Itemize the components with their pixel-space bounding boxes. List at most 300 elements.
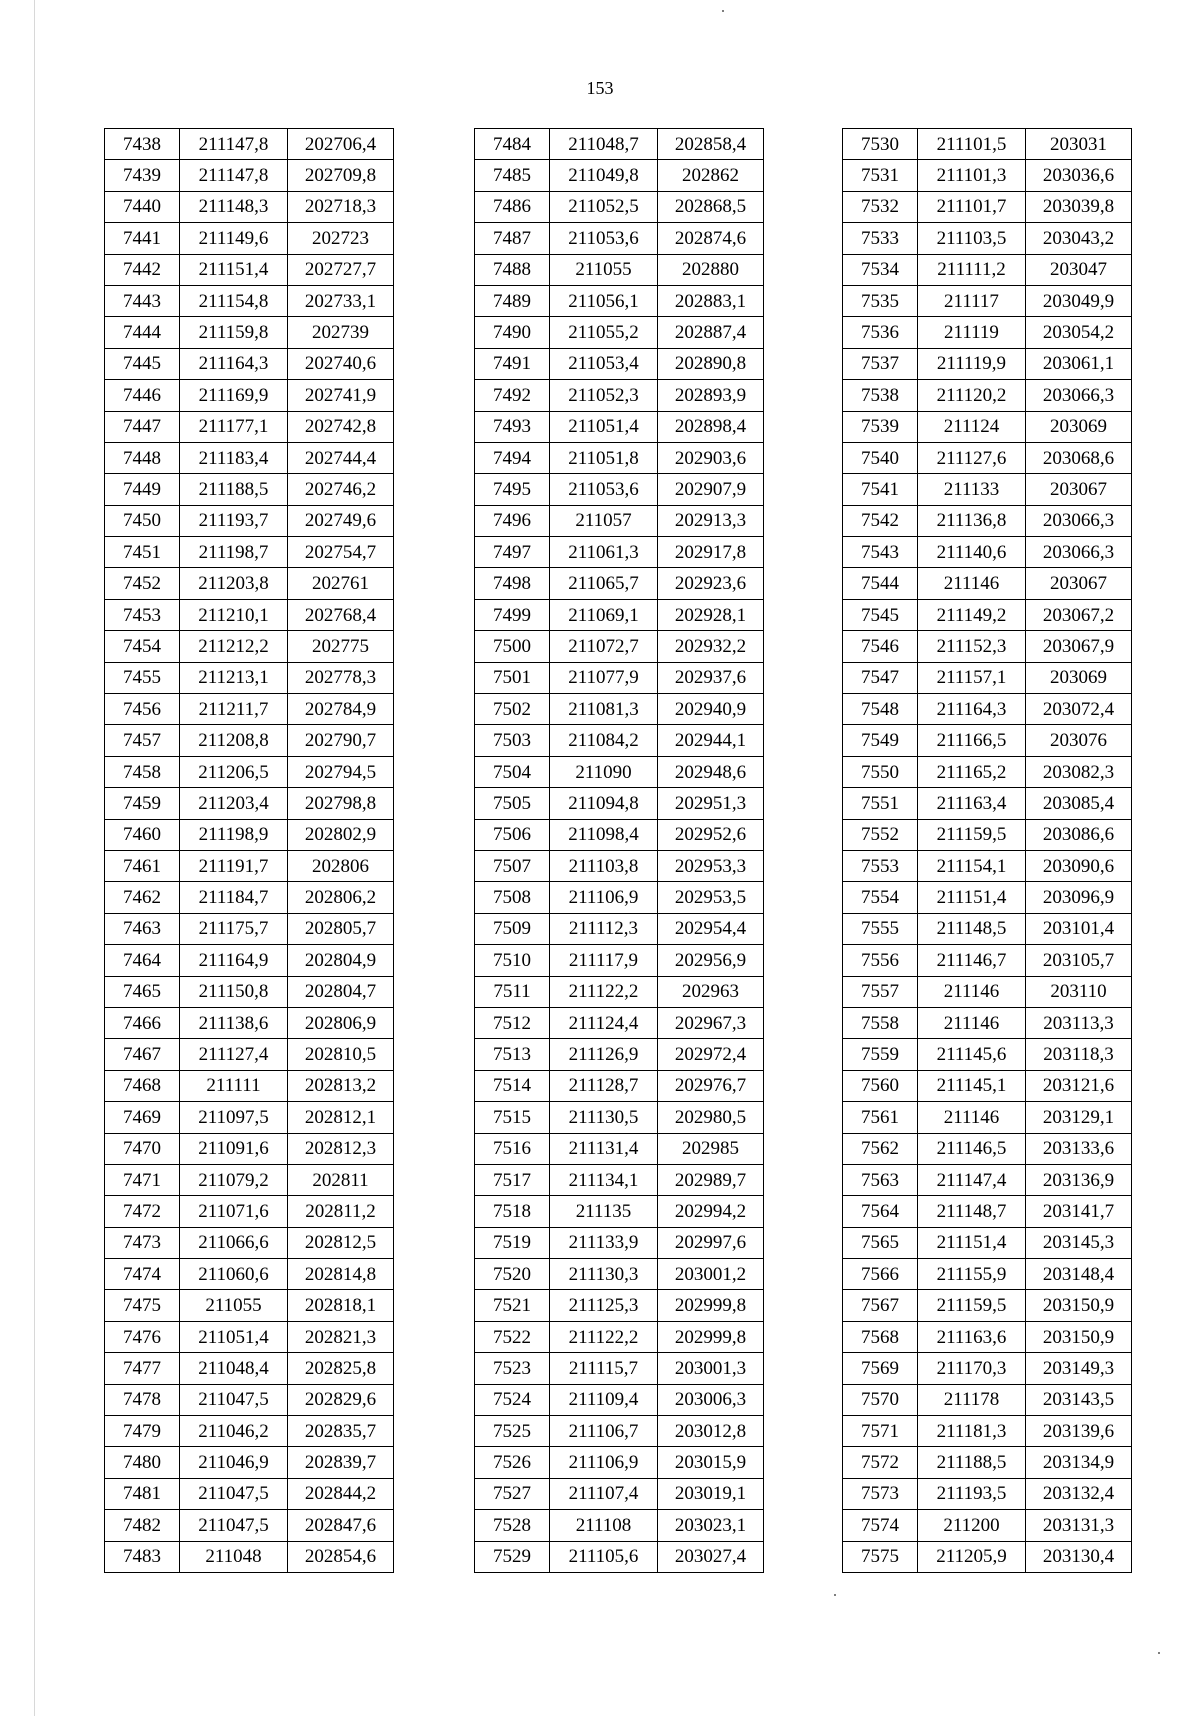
x-coordinate-cell: 211071,6 xyxy=(180,1196,288,1227)
table-row xyxy=(843,160,1132,191)
y-coordinate-cell: 203082,3 xyxy=(1026,756,1132,787)
table-row xyxy=(843,568,1132,599)
point-number-cell: 7501 xyxy=(475,662,550,693)
x-coordinate-cell: 211159,5 xyxy=(918,1290,1026,1321)
table-row xyxy=(475,505,764,536)
x-coordinate-cell: 211135 xyxy=(550,1196,658,1227)
table-row xyxy=(105,725,394,756)
y-coordinate-cell: 202862 xyxy=(658,160,764,191)
y-coordinate-cell: 203054,2 xyxy=(1026,317,1132,348)
x-coordinate-cell: 211077,9 xyxy=(550,662,658,693)
x-coordinate-cell: 211147,8 xyxy=(180,129,288,160)
point-number-cell: 7460 xyxy=(105,819,180,850)
y-coordinate-cell: 202847,6 xyxy=(288,1510,394,1541)
point-number-cell: 7560 xyxy=(843,1070,918,1101)
y-coordinate-cell: 202802,9 xyxy=(288,819,394,850)
x-coordinate-cell: 211103,5 xyxy=(918,223,1026,254)
y-coordinate-cell: 203148,4 xyxy=(1026,1259,1132,1290)
point-number-cell: 7521 xyxy=(475,1290,550,1321)
x-coordinate-cell: 211163,6 xyxy=(918,1321,1026,1352)
point-number-cell: 7484 xyxy=(475,129,550,160)
point-number-cell: 7461 xyxy=(105,850,180,881)
x-coordinate-cell: 211124 xyxy=(918,411,1026,442)
table-row xyxy=(105,1133,394,1164)
y-coordinate-cell: 203001,3 xyxy=(658,1353,764,1384)
point-number-cell: 7489 xyxy=(475,285,550,316)
y-coordinate-cell: 203066,3 xyxy=(1026,537,1132,568)
point-number-cell: 7498 xyxy=(475,568,550,599)
table-row xyxy=(105,1164,394,1195)
x-coordinate-cell: 211205,9 xyxy=(918,1541,1026,1572)
table-row xyxy=(475,129,764,160)
table-row xyxy=(105,568,394,599)
table-row xyxy=(843,129,1132,160)
table-row xyxy=(475,1353,764,1384)
y-coordinate-cell: 203132,4 xyxy=(1026,1478,1132,1509)
x-coordinate-cell: 211200 xyxy=(918,1510,1026,1541)
table-row xyxy=(843,1384,1132,1415)
point-number-cell: 7446 xyxy=(105,380,180,411)
point-number-cell: 7568 xyxy=(843,1321,918,1352)
point-number-cell: 7548 xyxy=(843,694,918,725)
table-row xyxy=(475,1227,764,1258)
table-row xyxy=(475,1164,764,1195)
point-number-cell: 7528 xyxy=(475,1510,550,1541)
x-coordinate-cell: 211047,5 xyxy=(180,1384,288,1415)
x-coordinate-cell: 211048,7 xyxy=(550,129,658,160)
y-coordinate-cell: 202999,8 xyxy=(658,1290,764,1321)
y-coordinate-cell: 202744,4 xyxy=(288,442,394,473)
table-row xyxy=(105,348,394,379)
x-coordinate-cell: 211049,8 xyxy=(550,160,658,191)
x-coordinate-cell: 211126,9 xyxy=(550,1039,658,1070)
y-coordinate-cell: 203129,1 xyxy=(1026,1102,1132,1133)
y-coordinate-cell: 202898,4 xyxy=(658,411,764,442)
table-row xyxy=(105,913,394,944)
point-number-cell: 7480 xyxy=(105,1447,180,1478)
x-coordinate-cell: 211125,3 xyxy=(550,1290,658,1321)
y-coordinate-cell: 202811,2 xyxy=(288,1196,394,1227)
table-row xyxy=(105,1447,394,1478)
x-coordinate-cell: 211090 xyxy=(550,756,658,787)
point-number-cell: 7479 xyxy=(105,1416,180,1447)
x-coordinate-cell: 211109,4 xyxy=(550,1384,658,1415)
point-number-cell: 7511 xyxy=(475,976,550,1007)
x-coordinate-cell: 211081,3 xyxy=(550,694,658,725)
point-number-cell: 7471 xyxy=(105,1164,180,1195)
x-coordinate-cell: 211188,5 xyxy=(918,1447,1026,1478)
table-row xyxy=(105,1259,394,1290)
y-coordinate-cell: 202956,9 xyxy=(658,945,764,976)
point-number-cell: 7451 xyxy=(105,537,180,568)
x-coordinate-cell: 211154,8 xyxy=(180,285,288,316)
y-coordinate-cell: 202944,1 xyxy=(658,725,764,756)
x-coordinate-cell: 211165,2 xyxy=(918,756,1026,787)
y-coordinate-cell: 202917,8 xyxy=(658,537,764,568)
point-number-cell: 7525 xyxy=(475,1416,550,1447)
table-row xyxy=(475,1416,764,1447)
table-row xyxy=(475,223,764,254)
table-row xyxy=(105,631,394,662)
y-coordinate-cell: 203110 xyxy=(1026,976,1132,1007)
table-row xyxy=(475,819,764,850)
table-row xyxy=(105,756,394,787)
scan-margin-line xyxy=(34,0,35,1716)
point-number-cell: 7508 xyxy=(475,882,550,913)
point-number-cell: 7483 xyxy=(105,1541,180,1572)
point-number-cell: 7514 xyxy=(475,1070,550,1101)
y-coordinate-cell: 202740,6 xyxy=(288,348,394,379)
y-coordinate-cell: 202761 xyxy=(288,568,394,599)
y-coordinate-cell: 202893,9 xyxy=(658,380,764,411)
point-number-cell: 7557 xyxy=(843,976,918,1007)
y-coordinate-cell: 202953,3 xyxy=(658,850,764,881)
table-row xyxy=(105,788,394,819)
point-number-cell: 7567 xyxy=(843,1290,918,1321)
table-row xyxy=(475,568,764,599)
point-number-cell: 7467 xyxy=(105,1039,180,1070)
point-number-cell: 7510 xyxy=(475,945,550,976)
table-row xyxy=(843,1039,1132,1070)
table-row xyxy=(105,442,394,473)
y-coordinate-cell: 203067,9 xyxy=(1026,631,1132,662)
table-row xyxy=(475,1290,764,1321)
point-number-cell: 7476 xyxy=(105,1321,180,1352)
y-coordinate-cell: 203068,6 xyxy=(1026,442,1132,473)
x-coordinate-cell: 211140,6 xyxy=(918,537,1026,568)
x-coordinate-cell: 211055 xyxy=(180,1290,288,1321)
y-coordinate-cell: 202874,6 xyxy=(658,223,764,254)
x-coordinate-cell: 211151,4 xyxy=(918,1227,1026,1258)
y-coordinate-cell: 202932,2 xyxy=(658,631,764,662)
x-coordinate-cell: 211164,3 xyxy=(180,348,288,379)
x-coordinate-cell: 211203,4 xyxy=(180,788,288,819)
point-number-cell: 7462 xyxy=(105,882,180,913)
point-number-cell: 7502 xyxy=(475,694,550,725)
y-coordinate-cell: 202812,5 xyxy=(288,1227,394,1258)
table-row xyxy=(105,1478,394,1509)
point-number-cell: 7561 xyxy=(843,1102,918,1133)
x-coordinate-cell: 211055,2 xyxy=(550,317,658,348)
x-coordinate-cell: 211051,4 xyxy=(180,1321,288,1352)
x-coordinate-cell: 211136,8 xyxy=(918,505,1026,536)
y-coordinate-cell: 203113,3 xyxy=(1026,1007,1132,1038)
point-number-cell: 7499 xyxy=(475,599,550,630)
point-number-cell: 7505 xyxy=(475,788,550,819)
point-number-cell: 7466 xyxy=(105,1007,180,1038)
x-coordinate-cell: 211079,2 xyxy=(180,1164,288,1195)
x-coordinate-cell: 211084,2 xyxy=(550,725,658,756)
y-coordinate-cell: 202952,6 xyxy=(658,819,764,850)
y-coordinate-cell: 202928,1 xyxy=(658,599,764,630)
y-coordinate-cell: 203131,3 xyxy=(1026,1510,1132,1541)
y-coordinate-cell: 202813,2 xyxy=(288,1070,394,1101)
point-number-cell: 7450 xyxy=(105,505,180,536)
table-row xyxy=(475,1384,764,1415)
table-row xyxy=(843,1321,1132,1352)
point-number-cell: 7456 xyxy=(105,694,180,725)
y-coordinate-cell: 202951,3 xyxy=(658,788,764,819)
y-coordinate-cell: 202940,9 xyxy=(658,694,764,725)
table-row xyxy=(475,725,764,756)
x-coordinate-cell: 211145,1 xyxy=(918,1070,1026,1101)
point-number-cell: 7522 xyxy=(475,1321,550,1352)
table-row xyxy=(105,945,394,976)
x-coordinate-cell: 211061,3 xyxy=(550,537,658,568)
point-number-cell: 7573 xyxy=(843,1478,918,1509)
table-row xyxy=(475,1102,764,1133)
table-row xyxy=(105,850,394,881)
y-coordinate-cell: 202890,8 xyxy=(658,348,764,379)
point-number-cell: 7493 xyxy=(475,411,550,442)
y-coordinate-cell: 203072,4 xyxy=(1026,694,1132,725)
x-coordinate-cell: 211155,9 xyxy=(918,1259,1026,1290)
x-coordinate-cell: 211181,3 xyxy=(918,1416,1026,1447)
x-coordinate-cell: 211127,6 xyxy=(918,442,1026,473)
x-coordinate-cell: 211150,8 xyxy=(180,976,288,1007)
table-row xyxy=(843,348,1132,379)
x-coordinate-cell: 211106,9 xyxy=(550,882,658,913)
y-coordinate-cell: 202825,8 xyxy=(288,1353,394,1384)
x-coordinate-cell: 211164,3 xyxy=(918,694,1026,725)
x-coordinate-cell: 211101,3 xyxy=(918,160,1026,191)
x-coordinate-cell: 211198,9 xyxy=(180,819,288,850)
point-number-cell: 7492 xyxy=(475,380,550,411)
x-coordinate-cell: 211122,2 xyxy=(550,976,658,1007)
point-number-cell: 7454 xyxy=(105,631,180,662)
x-coordinate-cell: 211060,6 xyxy=(180,1259,288,1290)
y-coordinate-cell: 202741,9 xyxy=(288,380,394,411)
y-coordinate-cell: 202806 xyxy=(288,850,394,881)
table-row xyxy=(105,1321,394,1352)
x-coordinate-cell: 211146 xyxy=(918,1007,1026,1038)
x-coordinate-cell: 211051,8 xyxy=(550,442,658,473)
table-row xyxy=(105,129,394,160)
point-number-cell: 7491 xyxy=(475,348,550,379)
x-coordinate-cell: 211151,4 xyxy=(918,882,1026,913)
y-coordinate-cell: 202804,9 xyxy=(288,945,394,976)
x-coordinate-cell: 211152,3 xyxy=(918,631,1026,662)
y-coordinate-cell: 202804,7 xyxy=(288,976,394,1007)
x-coordinate-cell: 211163,4 xyxy=(918,788,1026,819)
table-row xyxy=(475,913,764,944)
point-number-cell: 7540 xyxy=(843,442,918,473)
x-coordinate-cell: 211130,5 xyxy=(550,1102,658,1133)
table-row xyxy=(843,725,1132,756)
point-number-cell: 7443 xyxy=(105,285,180,316)
table-row xyxy=(843,913,1132,944)
x-coordinate-cell: 211107,4 xyxy=(550,1478,658,1509)
table-row xyxy=(105,976,394,1007)
point-number-cell: 7545 xyxy=(843,599,918,630)
x-coordinate-cell: 211148,5 xyxy=(918,913,1026,944)
x-coordinate-cell: 211166,5 xyxy=(918,725,1026,756)
table-row xyxy=(475,474,764,505)
y-coordinate-cell: 203067 xyxy=(1026,568,1132,599)
point-number-cell: 7439 xyxy=(105,160,180,191)
table-row xyxy=(843,1227,1132,1258)
x-coordinate-cell: 211148,7 xyxy=(918,1196,1026,1227)
point-number-cell: 7448 xyxy=(105,442,180,473)
y-coordinate-cell: 203136,9 xyxy=(1026,1164,1132,1195)
point-number-cell: 7504 xyxy=(475,756,550,787)
y-coordinate-cell: 203118,3 xyxy=(1026,1039,1132,1070)
y-coordinate-cell: 202994,2 xyxy=(658,1196,764,1227)
y-coordinate-cell: 203069 xyxy=(1026,411,1132,442)
point-number-cell: 7506 xyxy=(475,819,550,850)
table-row xyxy=(475,191,764,222)
x-coordinate-cell: 211151,4 xyxy=(180,254,288,285)
y-coordinate-cell: 202858,4 xyxy=(658,129,764,160)
point-number-cell: 7490 xyxy=(475,317,550,348)
point-number-cell: 7520 xyxy=(475,1259,550,1290)
point-number-cell: 7541 xyxy=(843,474,918,505)
x-coordinate-cell: 211117,9 xyxy=(550,945,658,976)
table-row xyxy=(843,850,1132,881)
point-number-cell: 7550 xyxy=(843,756,918,787)
table-row xyxy=(843,599,1132,630)
point-number-cell: 7531 xyxy=(843,160,918,191)
x-coordinate-cell: 211115,7 xyxy=(550,1353,658,1384)
point-number-cell: 7524 xyxy=(475,1384,550,1415)
point-number-cell: 7564 xyxy=(843,1196,918,1227)
point-number-cell: 7571 xyxy=(843,1416,918,1447)
table-row xyxy=(105,882,394,913)
table-row xyxy=(475,631,764,662)
table-row xyxy=(475,317,764,348)
y-coordinate-cell: 203150,9 xyxy=(1026,1290,1132,1321)
table-row xyxy=(475,1321,764,1352)
y-coordinate-cell: 202805,7 xyxy=(288,913,394,944)
point-number-cell: 7438 xyxy=(105,129,180,160)
y-coordinate-cell: 203076 xyxy=(1026,725,1132,756)
y-coordinate-cell: 202784,9 xyxy=(288,694,394,725)
x-coordinate-cell: 211147,8 xyxy=(180,160,288,191)
table-row xyxy=(843,1164,1132,1195)
coordinates-table-left xyxy=(104,128,394,1573)
point-number-cell: 7449 xyxy=(105,474,180,505)
y-coordinate-cell: 203069 xyxy=(1026,662,1132,693)
point-number-cell: 7444 xyxy=(105,317,180,348)
table-row xyxy=(475,285,764,316)
point-number-cell: 7452 xyxy=(105,568,180,599)
y-coordinate-cell: 203067 xyxy=(1026,474,1132,505)
x-coordinate-cell: 211191,7 xyxy=(180,850,288,881)
point-number-cell: 7555 xyxy=(843,913,918,944)
y-coordinate-cell: 203047 xyxy=(1026,254,1132,285)
point-number-cell: 7527 xyxy=(475,1478,550,1509)
point-number-cell: 7517 xyxy=(475,1164,550,1195)
table-row xyxy=(843,1290,1132,1321)
table-row xyxy=(105,380,394,411)
y-coordinate-cell: 202739 xyxy=(288,317,394,348)
point-number-cell: 7535 xyxy=(843,285,918,316)
point-number-cell: 7566 xyxy=(843,1259,918,1290)
point-number-cell: 7544 xyxy=(843,568,918,599)
y-coordinate-cell: 203141,7 xyxy=(1026,1196,1132,1227)
y-coordinate-cell: 203031 xyxy=(1026,129,1132,160)
y-coordinate-cell: 202749,6 xyxy=(288,505,394,536)
table-row xyxy=(475,1070,764,1101)
y-coordinate-cell: 202835,7 xyxy=(288,1416,394,1447)
y-coordinate-cell: 202967,3 xyxy=(658,1007,764,1038)
y-coordinate-cell: 202814,8 xyxy=(288,1259,394,1290)
table-row xyxy=(843,1510,1132,1541)
table-row xyxy=(475,1541,764,1572)
x-coordinate-cell: 211146,5 xyxy=(918,1133,1026,1164)
table-row xyxy=(105,1070,394,1101)
table-row xyxy=(475,1196,764,1227)
point-number-cell: 7575 xyxy=(843,1541,918,1572)
y-coordinate-cell: 203150,9 xyxy=(1026,1321,1132,1352)
x-coordinate-cell: 211066,6 xyxy=(180,1227,288,1258)
x-coordinate-cell: 211193,5 xyxy=(918,1478,1026,1509)
y-coordinate-cell: 203001,2 xyxy=(658,1259,764,1290)
y-coordinate-cell: 203066,3 xyxy=(1026,505,1132,536)
point-number-cell: 7445 xyxy=(105,348,180,379)
point-number-cell: 7458 xyxy=(105,756,180,787)
y-coordinate-cell: 202746,2 xyxy=(288,474,394,505)
x-coordinate-cell: 211213,1 xyxy=(180,662,288,693)
table-row xyxy=(105,254,394,285)
point-number-cell: 7463 xyxy=(105,913,180,944)
point-number-cell: 7497 xyxy=(475,537,550,568)
table-row xyxy=(843,1070,1132,1101)
y-coordinate-cell: 202953,5 xyxy=(658,882,764,913)
x-coordinate-cell: 211134,1 xyxy=(550,1164,658,1195)
coordinates-table-middle xyxy=(474,128,764,1573)
point-number-cell: 7570 xyxy=(843,1384,918,1415)
point-number-cell: 7485 xyxy=(475,160,550,191)
point-number-cell: 7503 xyxy=(475,725,550,756)
table-row xyxy=(105,537,394,568)
x-coordinate-cell: 211053,4 xyxy=(550,348,658,379)
y-coordinate-cell: 203066,3 xyxy=(1026,380,1132,411)
table-row xyxy=(105,662,394,693)
table-row xyxy=(475,976,764,1007)
y-coordinate-cell: 202794,5 xyxy=(288,756,394,787)
y-coordinate-cell: 202913,3 xyxy=(658,505,764,536)
y-coordinate-cell: 202812,1 xyxy=(288,1102,394,1133)
y-coordinate-cell: 202733,1 xyxy=(288,285,394,316)
y-coordinate-cell: 203134,9 xyxy=(1026,1447,1132,1478)
x-coordinate-cell: 211164,9 xyxy=(180,945,288,976)
table-row xyxy=(105,599,394,630)
table-row xyxy=(105,1227,394,1258)
table-row xyxy=(475,850,764,881)
table-row xyxy=(843,254,1132,285)
point-number-cell: 7516 xyxy=(475,1133,550,1164)
point-number-cell: 7442 xyxy=(105,254,180,285)
y-coordinate-cell: 202812,3 xyxy=(288,1133,394,1164)
table-row xyxy=(105,1510,394,1541)
table-row xyxy=(475,160,764,191)
point-number-cell: 7572 xyxy=(843,1447,918,1478)
y-coordinate-cell: 202775 xyxy=(288,631,394,662)
y-coordinate-cell: 203012,8 xyxy=(658,1416,764,1447)
y-coordinate-cell: 202976,7 xyxy=(658,1070,764,1101)
x-coordinate-cell: 211052,3 xyxy=(550,380,658,411)
x-coordinate-cell: 211112,3 xyxy=(550,913,658,944)
y-coordinate-cell: 202806,9 xyxy=(288,1007,394,1038)
point-number-cell: 7519 xyxy=(475,1227,550,1258)
x-coordinate-cell: 211128,7 xyxy=(550,1070,658,1101)
x-coordinate-cell: 211053,6 xyxy=(550,474,658,505)
y-coordinate-cell: 203133,6 xyxy=(1026,1133,1132,1164)
point-number-cell: 7457 xyxy=(105,725,180,756)
x-coordinate-cell: 211052,5 xyxy=(550,191,658,222)
table-row xyxy=(105,1353,394,1384)
